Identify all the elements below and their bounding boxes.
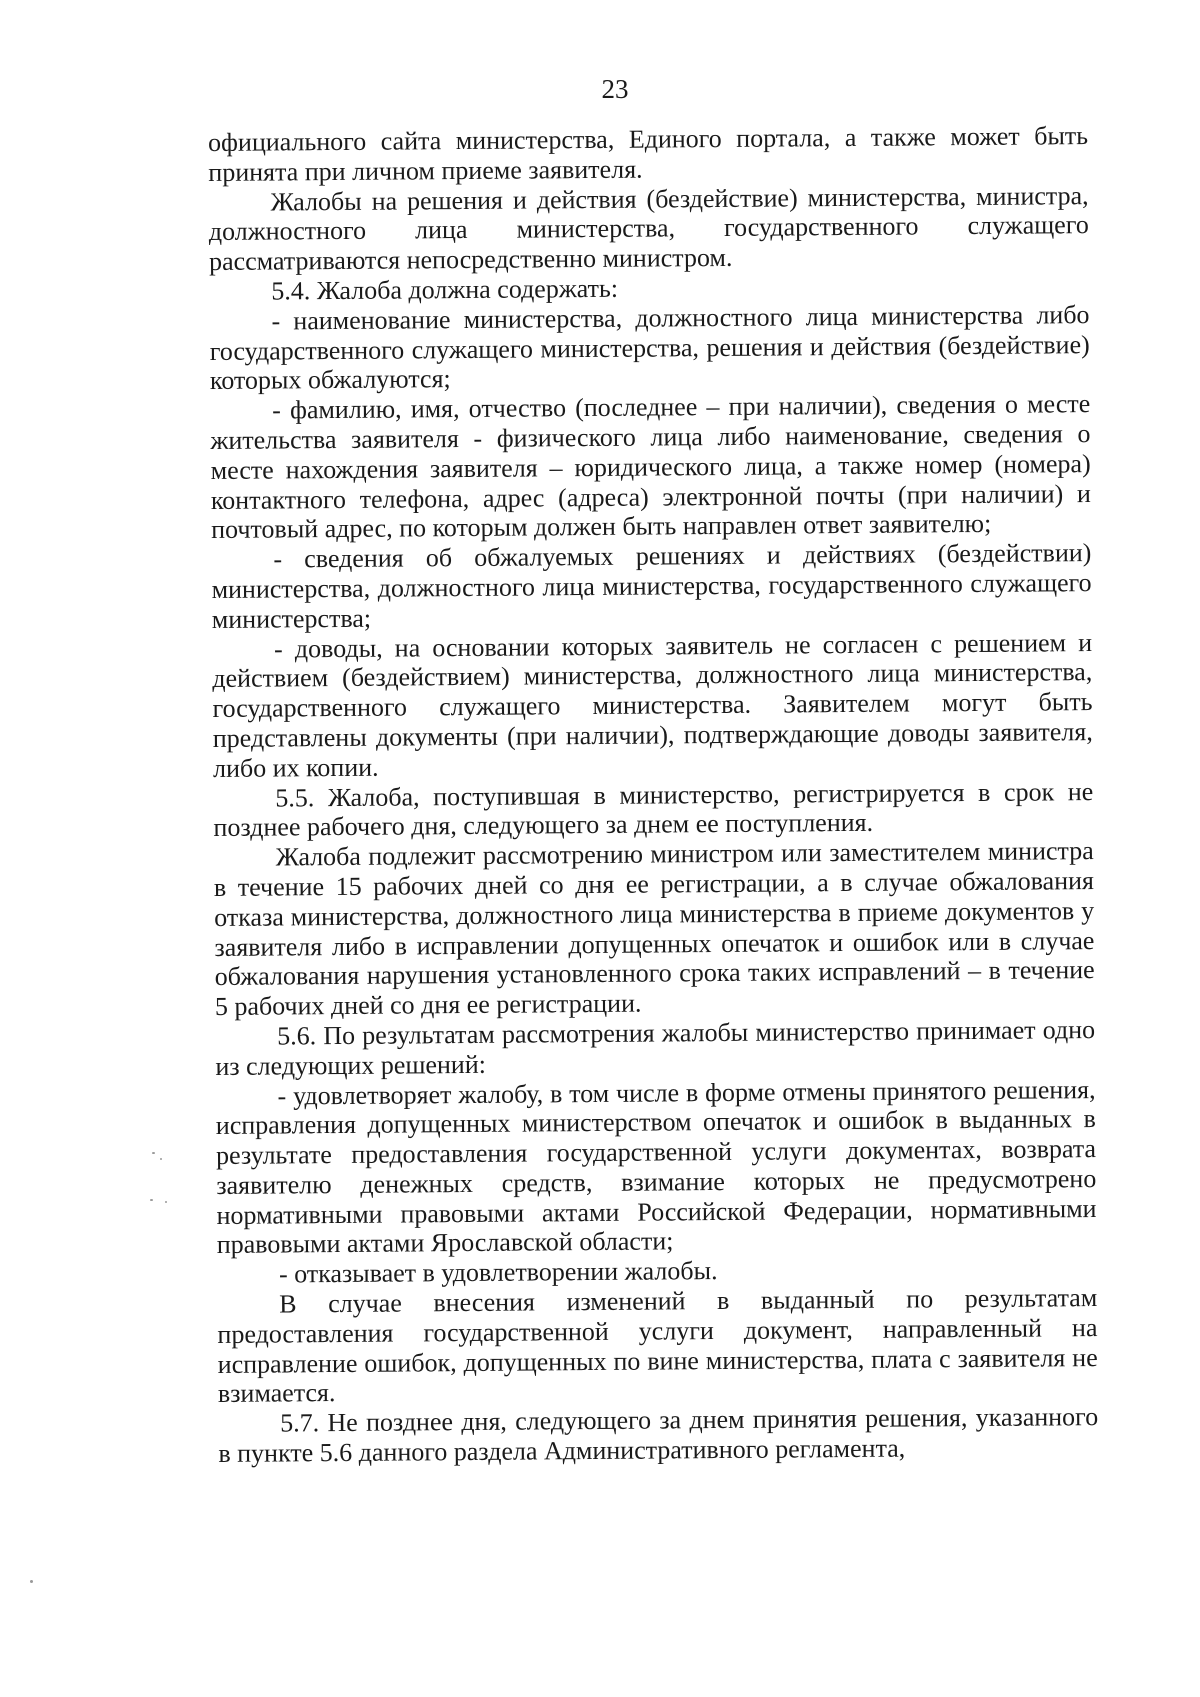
scan-speck bbox=[152, 1152, 155, 1154]
scan-speck bbox=[160, 1158, 162, 1160]
paragraph: 5.4. Жалоба должна содержать: bbox=[271, 273, 619, 306]
paragraph: В случае внесения изменений в выданный по результатам предоставления государственной услуги документ, направленный на исправление ошибок, допущенных по вине министерства, плата с заявителя не взимается. bbox=[217, 1283, 1098, 1409]
paragraph: - сведения об обжалуемых решениях и действиях (бездействии) министерства, должностного лица министерства, государственного служащего министерства; bbox=[211, 538, 1092, 634]
paragraph: - фамилию, имя, отчество (последнее – при наличии), сведения о месте жительства заявителя - физического лица либо наименование, сведения о месте нахождения заявителя – юридического лица, а также номер (номера) контактного телефона, адрес (адреса) электронной почты (при наличии) и почтовый адрес, по которым должен быть направлен ответ заявителю; bbox=[210, 389, 1092, 545]
scan-speck bbox=[150, 1199, 153, 1201]
scan-speck bbox=[165, 1201, 167, 1203]
paragraph: - отказывает в удовлетворении жалобы. bbox=[278, 1256, 718, 1289]
paragraph: 5.7. Не позднее дня, следующего за днем принятия решения, указанного в пункте 5.6 данного раздела Административного регламента, bbox=[218, 1402, 1099, 1469]
paragraph: - удовлетворяет жалобу, в том числе в форме отмены принятого решения, исправления допущенных министерством опечаток и ошибок в выданных в результате предоставления государственной услуги документах, возврата заявителю денежных средств, взимание которых не предусмотрено нормативными правовыми актами Российской Федерации, нормативными правовыми актами Ярославской области; bbox=[215, 1074, 1097, 1260]
scan-speck bbox=[30, 1580, 33, 1583]
paragraph: - доводы, на основании которых заявитель не согласен с решением и действием (бездействием) министерства, должностного лица министерства, государственного служащего министерства. Заявителем могут быть представлены документы (при наличии), подтверждающие доводы заявителя, либо их копии. bbox=[212, 627, 1093, 783]
paragraph: 5.6. По результатам рассмотрения жалобы министерство принимает одно из следующих решений: bbox=[215, 1014, 1096, 1081]
paragraph: Жалобы на решения и действия (бездействие) министерства, министра, должностного лица министерства, государственного служащего рассматриваются непосредственно министром. bbox=[208, 180, 1089, 277]
paragraph: официального сайта министерства, Единого портала, а также может быть принята при личном приеме заявителя. bbox=[208, 121, 1089, 187]
page-number: 23 bbox=[601, 74, 629, 104]
document-body bbox=[208, 121, 1099, 1469]
paragraph: 5.5. Жалоба, поступившая в министерство, регистрируется в срок не позднее рабочего дня, следующего за днем ее поступления. bbox=[213, 776, 1094, 843]
paragraph: Жалоба подлежит рассмотрению министром или заместителем министра в течение 15 рабочих дней со дня ее регистрации, а в случае обжалования отказа министерства, должностного лица министерства в приеме документов у заявителя либо в исправлении допущенных опечаток и ошибок или в случае обжалования нарушения установленного срока таких исправлений – в течение 5 рабочих дней со дня ее регистрации. bbox=[213, 836, 1095, 1022]
paragraph: - наименование министерства, должностного лица министерства либо государственного служащего министерства, решения и действия (бездействие) которых обжалуются; bbox=[209, 299, 1090, 396]
